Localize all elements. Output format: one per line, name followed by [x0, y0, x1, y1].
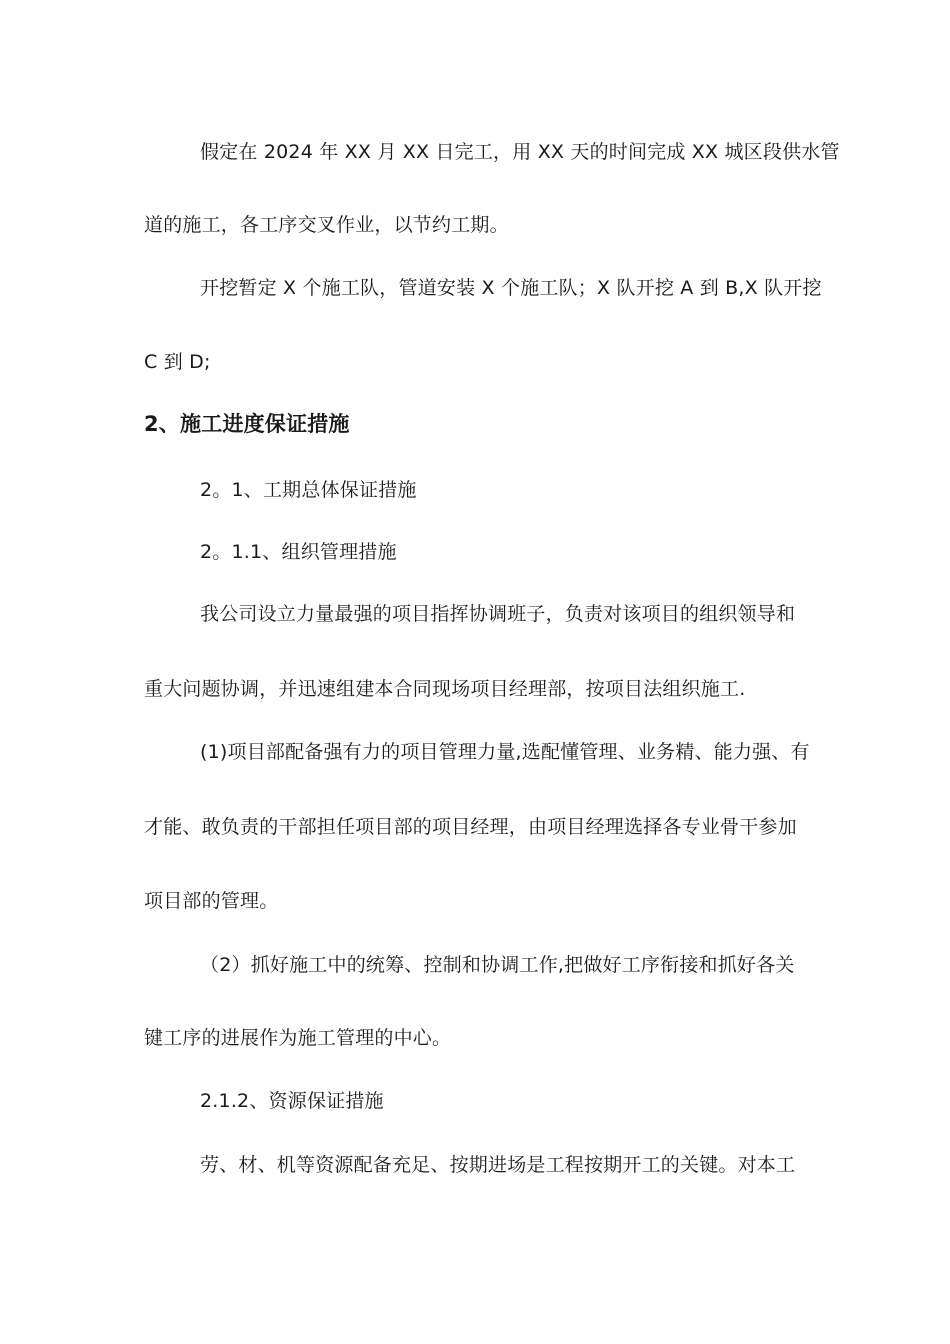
paragraph-line: 我公司设立力量最强的项目指挥协调班子，负责对该项目的组织领导和: [200, 603, 796, 625]
paragraph-line: 重大问题协调，并迅速组建本合同现场项目经理部，按项目法组织施工.: [144, 678, 746, 700]
paragraph-line: 项目部的管理。: [144, 890, 279, 912]
subsection-heading: 2。1、工期总体保证措施: [200, 479, 417, 501]
paragraph-line: 开挖暂定 X 个施工队，管道安装 X 个施工队；X 队开挖 A 到 B,X 队开挖: [200, 277, 822, 299]
subsection-heading: 2。1.1、组织管理措施: [200, 541, 397, 563]
paragraph-line: C 到 D;: [144, 351, 211, 373]
paragraph-line: 道的施工，各工序交叉作业，以节约工期。: [144, 214, 509, 236]
section-heading: 2、施工进度保证措施: [144, 412, 350, 436]
paragraph-line: 键工序的进展作为施工管理的中心。: [144, 1027, 452, 1049]
paragraph-line: 假定在 2024 年 XX 月 XX 日完工，用 XX 天的时间完成 XX 城区段供水管: [200, 141, 840, 163]
paragraph-line: 才能、敢负责的干部担任项目部的项目经理，由项目经理选择各专业骨干参加: [144, 816, 797, 838]
paragraph-line: （2）抓好施工中的统筹、控制和协调工作,把做好工序衔接和抓好各关: [200, 954, 795, 976]
subsection-heading: 2.1.2、资源保证措施: [200, 1090, 384, 1112]
paragraph-line: (1)项目部配备强有力的项目管理力量,选配懂管理、业务精、能力强、有: [200, 741, 810, 763]
paragraph-line: 劳、材、机等资源配备充足、按期进场是工程按期开工的关键。对本工: [200, 1154, 796, 1176]
